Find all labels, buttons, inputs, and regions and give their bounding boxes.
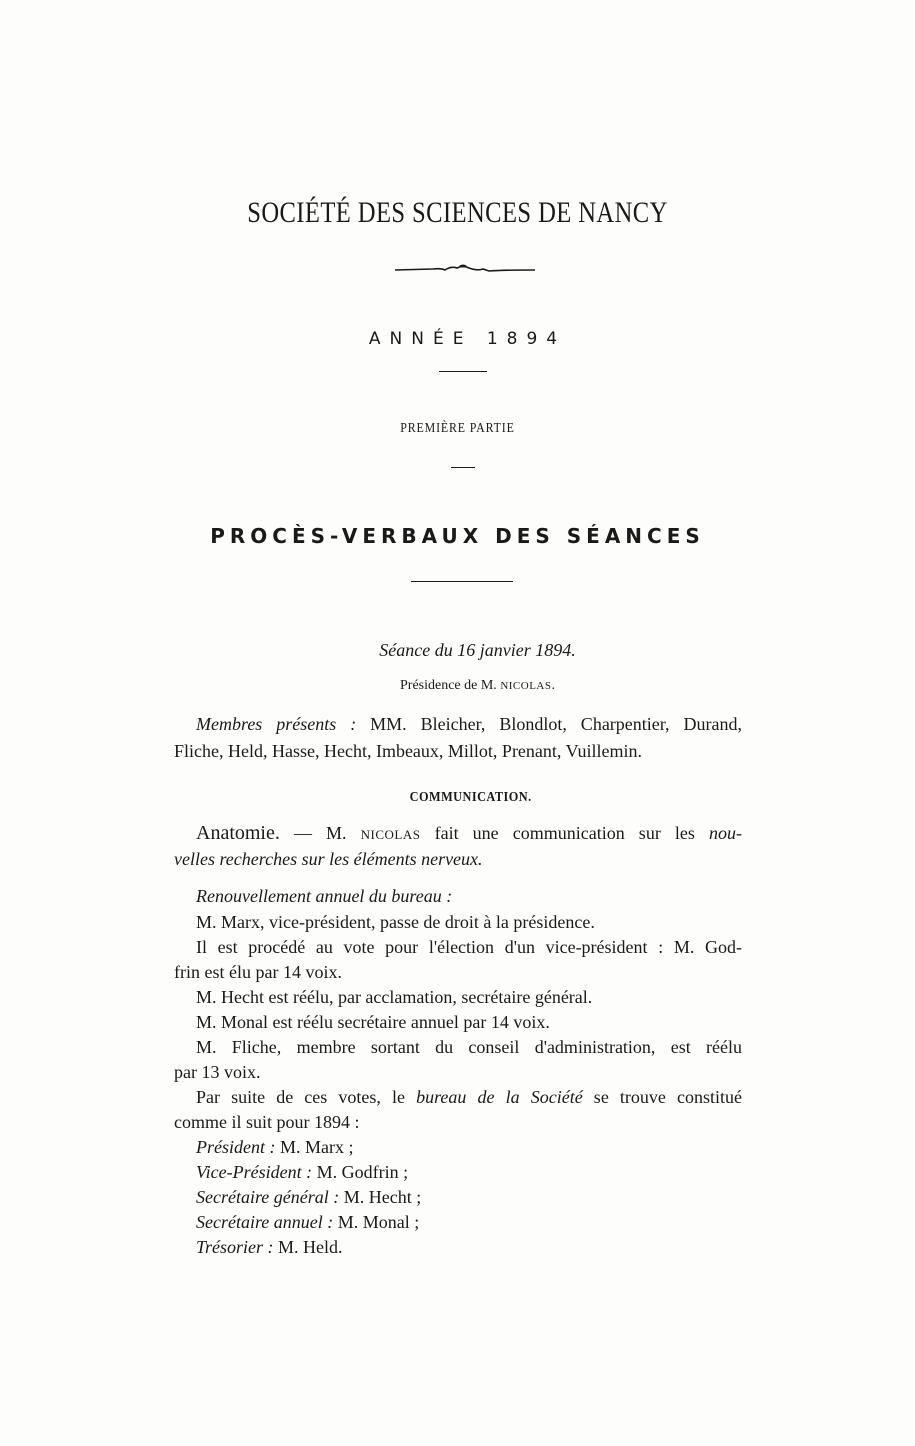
bureau-line-4: M. Hecht est réélu, par acclamation, secrétaire général. xyxy=(196,987,593,1007)
role-president xyxy=(174,1137,764,1158)
presidence-prefix: Présidence de M. xyxy=(400,678,501,693)
members-label: Membres présents : xyxy=(196,714,357,734)
section-title: PROCÈS-VERBAUX DES SÉANCES xyxy=(210,524,705,548)
short-rule xyxy=(451,467,475,468)
bureau-line-8-pre: Par suite de ces votes, le xyxy=(196,1087,417,1107)
role-name: M. Held. xyxy=(273,1237,343,1257)
bureau-heading xyxy=(174,886,764,907)
bureau-line-1: M. Marx, vice-président, passe de droit à la présidence. xyxy=(196,912,595,932)
presidence-suffix: . xyxy=(551,678,555,693)
role-tresorier xyxy=(174,1237,764,1258)
members-line-1 xyxy=(174,714,742,735)
communication-speaker: NICOLAS xyxy=(360,827,421,842)
year-heading: ANNÉE 1894 xyxy=(368,329,567,349)
session-title: Séance du 16 janvier 1894. xyxy=(379,640,576,660)
bureau-line-8-italic: bureau de la Société xyxy=(416,1087,583,1107)
society-title: SOCIÉTÉ DES SCIENCES DE NANCY xyxy=(247,196,668,229)
role-label: Président : xyxy=(196,1137,276,1157)
role-secretaire-general xyxy=(174,1187,764,1208)
role-name: M. Marx ; xyxy=(275,1137,354,1157)
presidence-line xyxy=(0,678,915,694)
communication-line-1 xyxy=(174,822,742,845)
short-rule xyxy=(439,371,487,372)
bureau-line-8 xyxy=(174,1087,742,1108)
bureau-line-6: M. Fliche, membre sortant du conseil d'administration, est réélu xyxy=(196,1037,742,1057)
bureau-line-5: M. Monal est réélu secrétaire annuel par 14 voix. xyxy=(196,1012,550,1032)
ornament-divider xyxy=(393,262,537,276)
members-line-2: Fliche, Held, Hasse, Hecht, Imbeaux, Millot, Prenant, Vuillemin. xyxy=(174,741,642,761)
bureau-line-8-post: se trouve constitué xyxy=(582,1087,742,1107)
role-label: Secrétaire annuel : xyxy=(196,1212,334,1232)
bureau-line-3: frin est élu par 14 voix. xyxy=(174,962,342,982)
communication-heading: COMMUNICATION. xyxy=(409,790,532,805)
communication-rest: fait une communication sur les xyxy=(420,823,709,843)
communication-italic-2: velles recherches sur les éléments nerveux. xyxy=(174,849,483,869)
role-secretaire-annuel xyxy=(174,1212,764,1233)
communication-mid: — M. xyxy=(279,823,361,843)
president-name: NICOLAS xyxy=(500,680,552,692)
communication-italic-1: nou- xyxy=(708,823,742,843)
role-name: M. Monal ; xyxy=(333,1212,420,1232)
bureau-line-7: par 13 voix. xyxy=(174,1062,261,1082)
role-name: M. Godfrin ; xyxy=(312,1162,409,1182)
role-vice-president xyxy=(174,1162,764,1183)
role-label: Trésorier : xyxy=(196,1237,274,1257)
members-names-1: MM. Bleicher, Blondlot, Charpentier, Durand, xyxy=(356,714,742,734)
role-name: M. Hecht ; xyxy=(339,1187,422,1207)
role-label: Secrétaire général : xyxy=(196,1187,340,1207)
bureau-line-2: Il est procédé au vote pour l'élection d'un vice-président : M. God- xyxy=(196,937,742,957)
bureau-line-9: comme il suit pour 1894 : xyxy=(174,1112,360,1132)
role-label: Vice-Président : xyxy=(196,1162,313,1182)
communication-topic: Anatomie. xyxy=(196,822,280,844)
communication-line-2 xyxy=(174,849,742,870)
short-rule xyxy=(411,581,513,582)
part-heading: PREMIÈRE PARTIE xyxy=(400,421,515,436)
bureau-heading-text: Renouvellement annuel du bureau : xyxy=(196,886,453,906)
